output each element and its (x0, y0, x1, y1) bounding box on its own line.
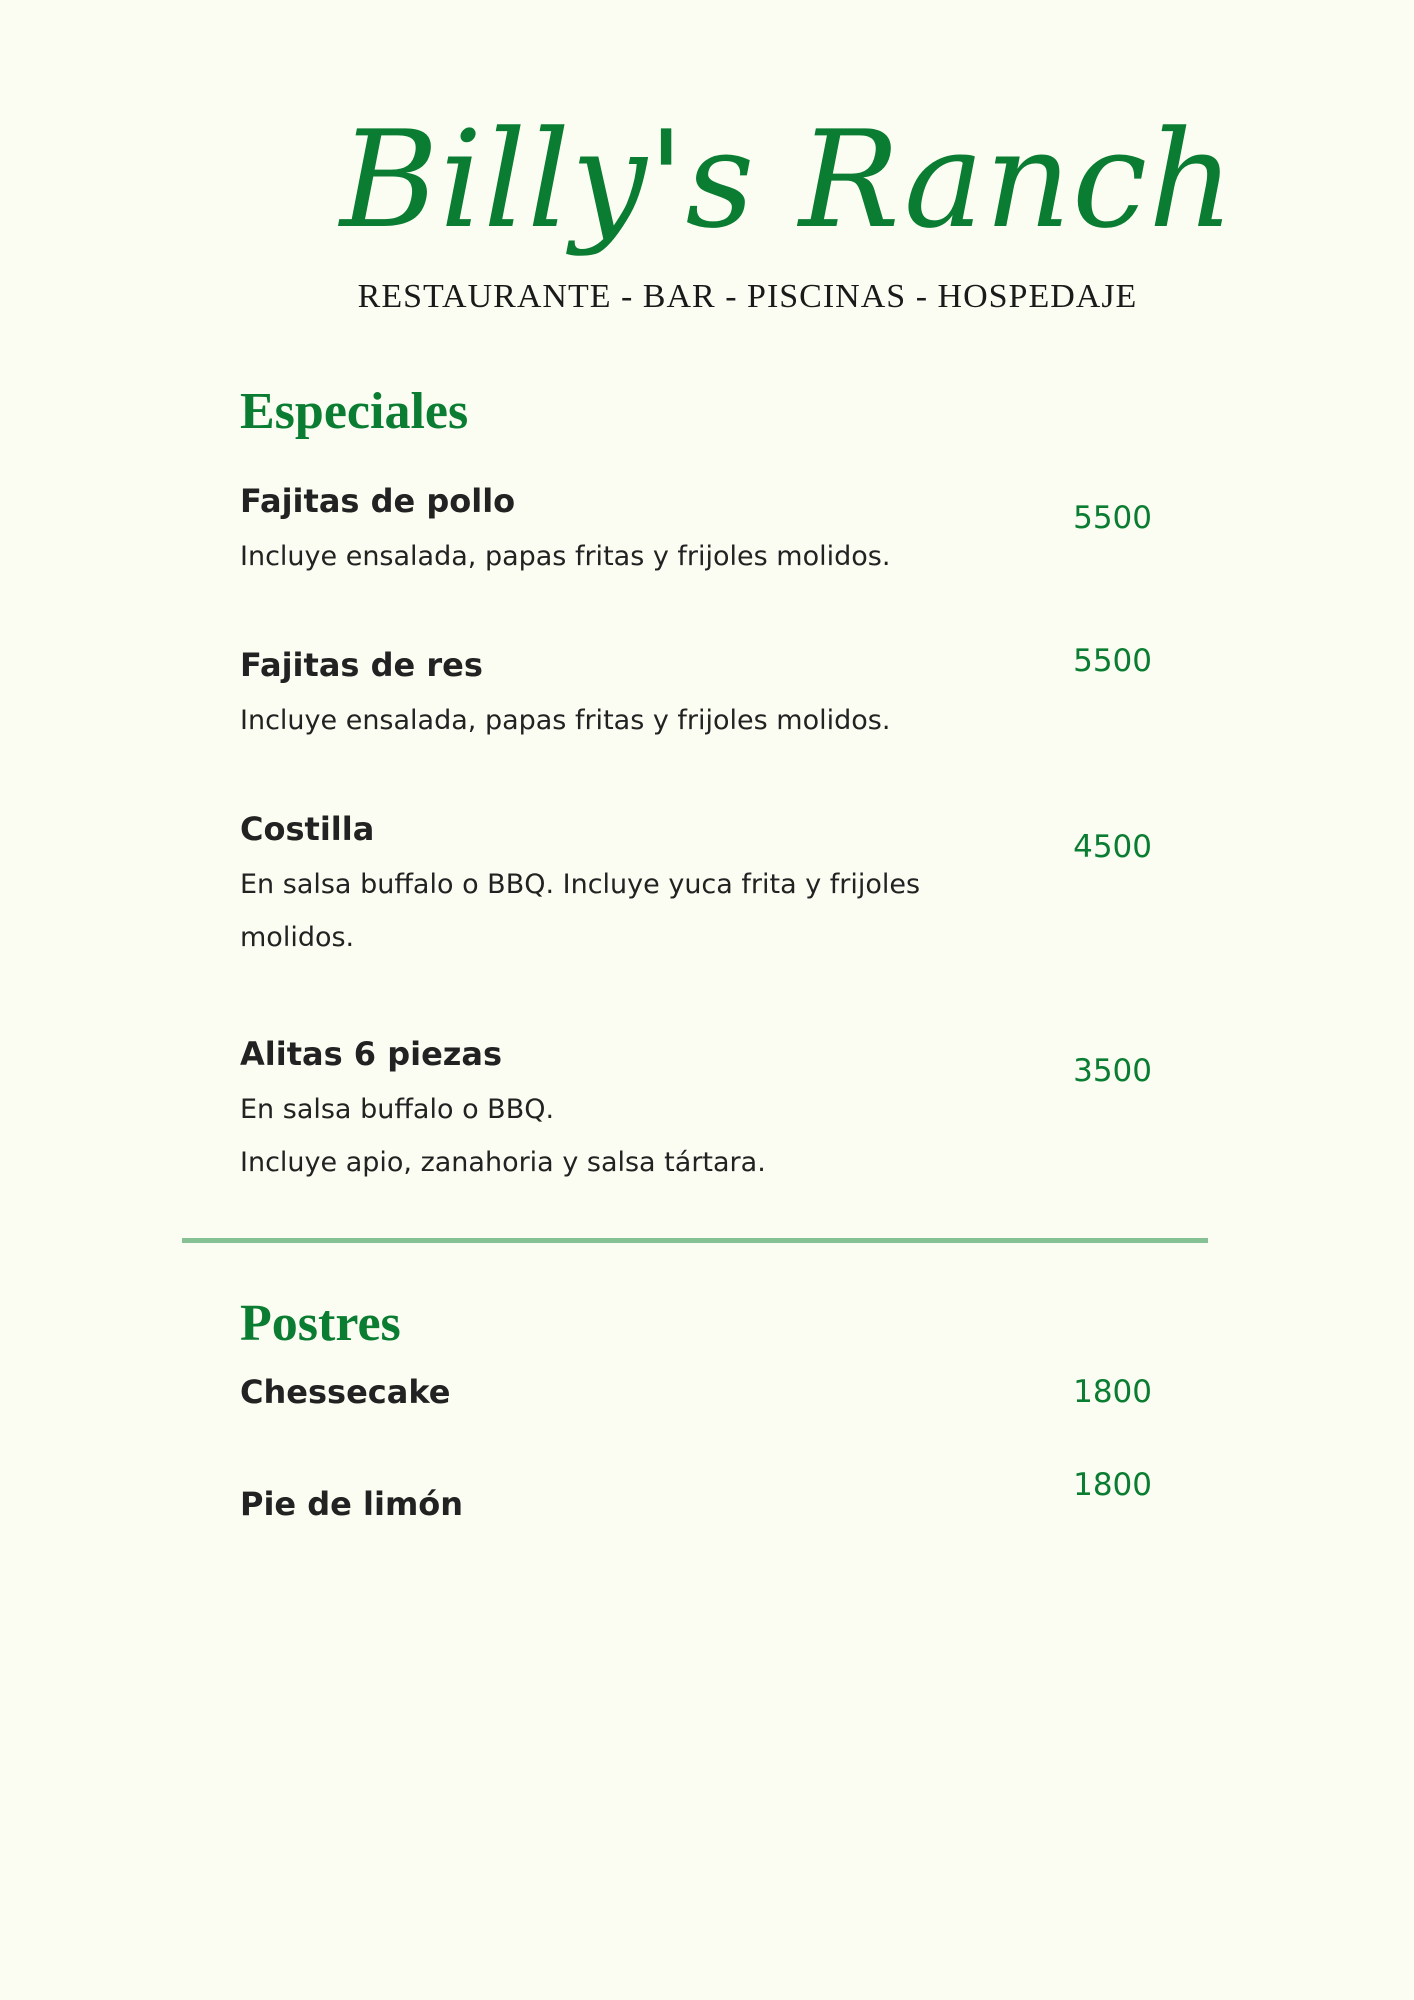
menu-item-description-line: Incluye apio, zanahoria y salsa tártara. (240, 1147, 766, 1178)
section-title-postres: Postres (240, 1295, 401, 1352)
menu-item-description: En salsa buffalo o BBQ. Incluye yuca frita y frijoles molidos. (240, 869, 921, 953)
menu-item-description-line: En salsa buffalo o BBQ. (240, 1094, 555, 1125)
restaurant-name: Billy's Ranch (340, 102, 1236, 258)
menu-item-name: Fajitas de pollo (240, 482, 516, 520)
menu-item-price: 1800 (1073, 1374, 1152, 1410)
menu-item-name: Chessecake (240, 1373, 451, 1411)
menu-item-price: 1800 (1073, 1467, 1152, 1503)
menu-item-name: Alitas 6 piezas (240, 1035, 503, 1073)
menu-item-price: 5500 (1073, 500, 1152, 536)
menu-item-name: Costilla (240, 810, 375, 848)
menu-item-description: Incluye ensalada, papas fritas y frijoles molidos. (240, 541, 891, 572)
menu-item-name: Fajitas de res (240, 646, 483, 684)
section-title-especiales: Especiales (240, 383, 469, 440)
restaurant-tagline: RESTAURANTE - BAR - PISCINAS - HOSPEDAJE (357, 278, 1138, 315)
menu-item-price: 4500 (1073, 829, 1152, 865)
menu-item-price: 5500 (1073, 643, 1152, 679)
section-divider (182, 1238, 1208, 1243)
menu-item-price: 3500 (1073, 1053, 1152, 1089)
menu-item-name: Pie de limón (240, 1485, 464, 1523)
menu-item-description: Incluye ensalada, papas fritas y frijoles molidos. (240, 705, 891, 736)
